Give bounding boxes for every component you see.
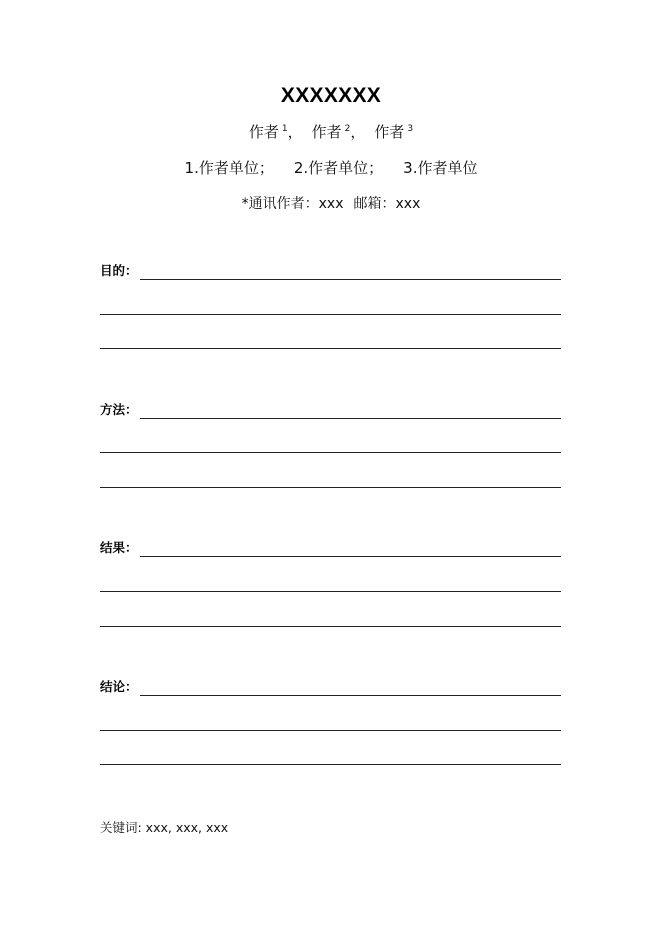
fill-in-line[interactable] [100, 591, 561, 592]
author-affiliation-number: 1 [281, 124, 288, 134]
author-affiliation-number: 3 [407, 124, 414, 134]
fill-in-line[interactable] [100, 626, 561, 627]
author-2 [312, 121, 351, 142]
author-separator: ， [350, 123, 366, 141]
author-1 [249, 121, 288, 142]
author-3 [374, 121, 413, 142]
affiliation-3: 3.作者单位 [403, 159, 478, 177]
corresponding-author-line [0, 193, 662, 213]
fill-in-line[interactable] [100, 452, 561, 453]
author-name: 作者 [374, 123, 405, 141]
fill-in-line[interactable] [100, 314, 561, 315]
fill-in-line[interactable] [100, 764, 561, 765]
section-label: 目的： [100, 263, 138, 278]
corresponding-author: *通讯作者：xxx [241, 196, 344, 212]
section-label: 方法： [100, 402, 138, 417]
keywords-line: 关键词: xxx, xxx, xxx [100, 820, 229, 835]
author-affiliation-number: 2 [344, 124, 351, 134]
section-label: 结论： [100, 679, 138, 694]
fill-in-line[interactable] [140, 418, 561, 419]
section-label: 结果： [100, 540, 138, 555]
affiliation-2: 2.作者单位； [293, 159, 384, 177]
fill-in-line[interactable] [140, 556, 561, 557]
affiliation-1: 1.作者单位； [184, 159, 274, 177]
fill-in-line[interactable] [140, 695, 561, 696]
author-line [0, 121, 662, 142]
fill-in-line[interactable] [100, 348, 561, 349]
affiliation-line [0, 157, 662, 178]
fill-in-line[interactable] [100, 730, 561, 731]
document-title: XXXXXXX [280, 84, 382, 107]
fill-in-line[interactable] [100, 487, 561, 488]
author-name: 作者 [248, 123, 279, 141]
author-name: 作者 [311, 123, 342, 141]
corresponding-email: 邮箱：xxx [353, 196, 421, 212]
author-separator: ， [287, 123, 303, 141]
fill-in-line[interactable] [140, 279, 561, 280]
